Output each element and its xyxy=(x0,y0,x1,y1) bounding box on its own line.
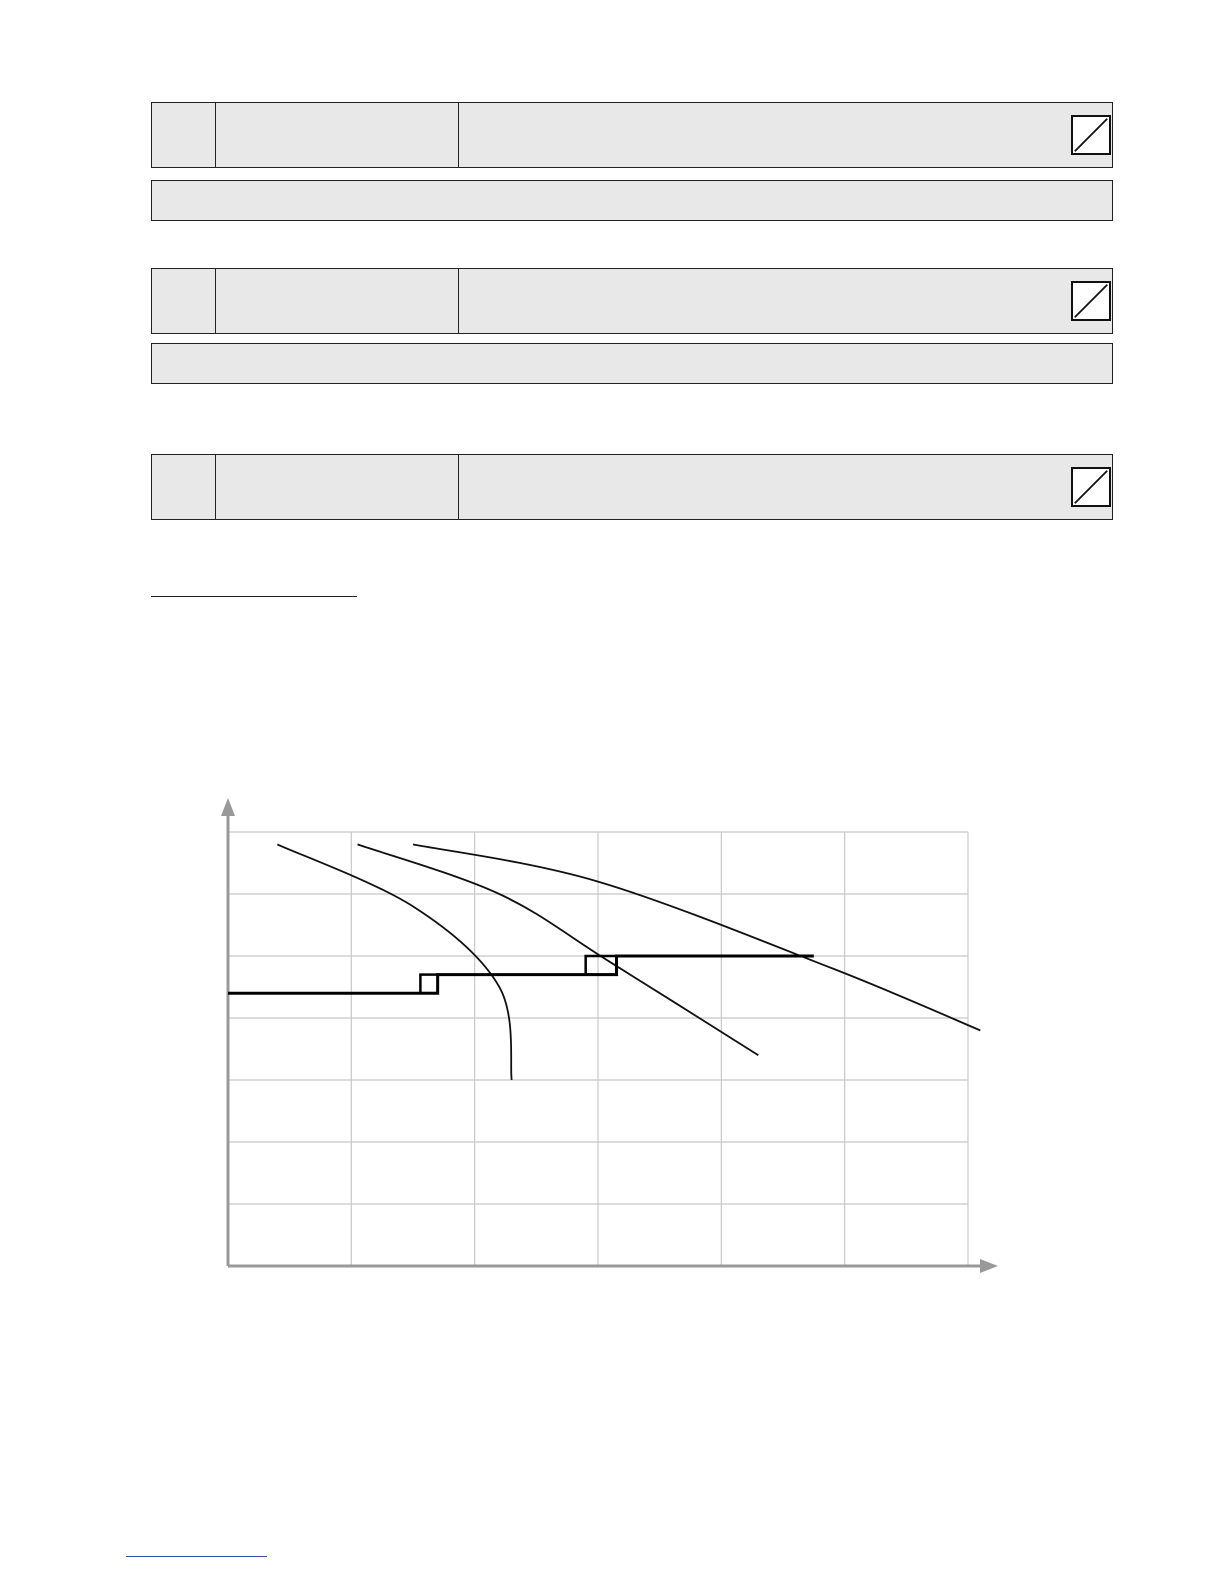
parameter-row xyxy=(151,454,1113,520)
parameter-name xyxy=(216,269,459,333)
parameter-note xyxy=(151,180,1113,221)
performance-chart xyxy=(200,790,1020,1290)
parameter-description xyxy=(459,269,1112,333)
chart-svg xyxy=(200,790,1020,1290)
parameter-number xyxy=(152,103,216,167)
parameter-row xyxy=(151,102,1113,168)
parameter-number xyxy=(152,455,216,519)
parameter-note xyxy=(151,343,1113,384)
parameter-description xyxy=(459,103,1112,167)
parameter-name xyxy=(216,455,459,519)
pump-curve-2 xyxy=(358,844,759,1055)
pump-curve-1 xyxy=(277,844,511,1080)
footer-link[interactable] xyxy=(126,1556,267,1557)
parameter-row xyxy=(151,268,1113,334)
read-write-icon xyxy=(1071,115,1111,155)
operating-step-line xyxy=(228,956,814,993)
parameter-number xyxy=(152,269,216,333)
parameter-name xyxy=(216,103,459,167)
section-heading-underline xyxy=(151,596,357,597)
switch-point-box-2 xyxy=(586,956,617,975)
read-write-icon xyxy=(1071,281,1111,321)
x-axis-arrow xyxy=(980,1259,998,1273)
pump-curve-3 xyxy=(413,844,980,1030)
y-axis-arrow xyxy=(221,798,235,816)
read-write-icon xyxy=(1071,467,1111,507)
parameter-description xyxy=(459,455,1112,519)
switch-point-box-1 xyxy=(420,975,437,994)
